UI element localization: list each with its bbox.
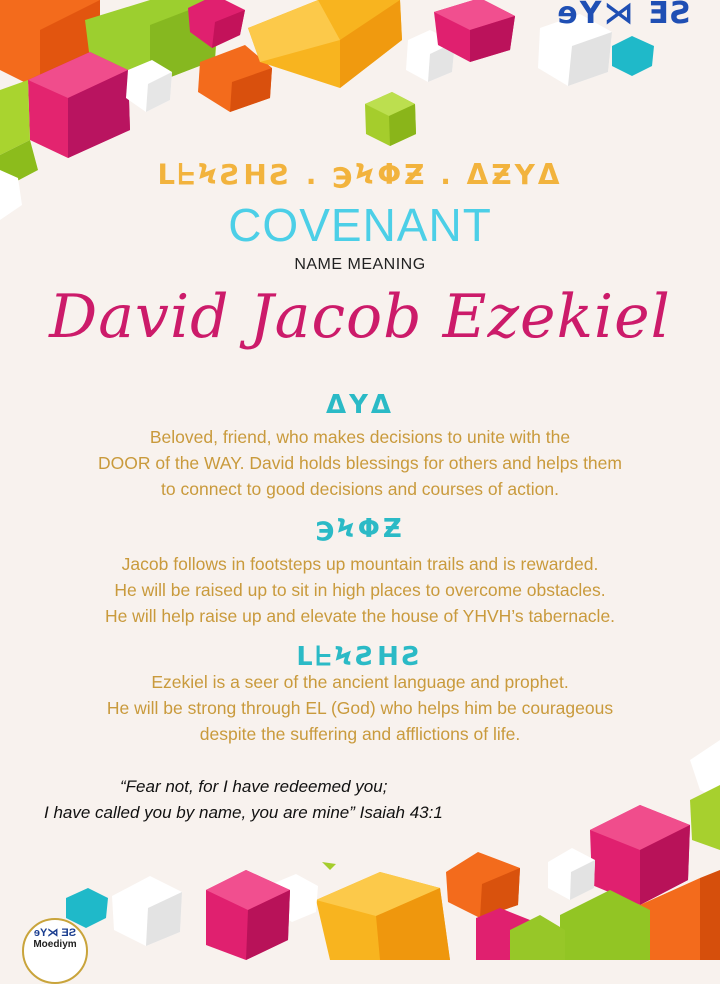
cube-right-lime-edge [690, 785, 720, 850]
logo-ancient-mark: ɘY⋊ ƎƧ [33, 927, 77, 939]
cube-bottom-left-white [112, 876, 182, 946]
section-david-line: Beloved, friend, who makes decisions to unite with the [149, 427, 571, 447]
cube-bottom-orange-small [446, 852, 520, 918]
section-ezekiel-ancient: ᒪᖶϞƧHƧ [296, 642, 424, 672]
cube-top-right-teal [612, 36, 654, 76]
section-ezekiel-text [0, 669, 720, 747]
cube-bottom-lime-sliver [322, 862, 336, 870]
section-jacob-line: He will help raise up and elevate the house of YHVH’s tabernacle. [104, 606, 616, 626]
cube-bottom-right-white [548, 848, 595, 900]
quote-line-1: “Fear not, for I have redeemed you; [120, 777, 388, 796]
section-david-text [0, 424, 720, 502]
section-david-line: DOOR of the WAY. David holds blessings for others and helps them [98, 453, 622, 473]
cube-center-lime-small [365, 92, 416, 146]
section-jacob-text [0, 551, 720, 629]
section-jacob-line: Jacob follows in footsteps up mountain trails and is rewarded. [121, 554, 599, 574]
section-david-line: to connect to good decisions and courses of action. [161, 479, 559, 499]
page-subtitle: NAME MEANING [294, 256, 426, 273]
moediym-logo [22, 918, 88, 984]
section-david-ancient: ΔYΔ [325, 390, 395, 420]
logo-name: Moediym [33, 939, 77, 950]
page-title: COVENANT [228, 199, 492, 251]
section-ezekiel-line: Ezekiel is a seer of the ancient language and prophet. [151, 672, 569, 692]
cube-bottom-center-yellow [316, 872, 450, 960]
section-jacob-ancient: ℈ϞΦƵ [315, 514, 405, 544]
quote-line-2: I have called you by name, you are mine” Isaiah 43:1 [44, 803, 443, 822]
section-ezekiel-line: despite the suffering and afflictions of life. [199, 724, 521, 744]
person-name: David Jacob Ezekiel [49, 282, 671, 352]
corner-ancient-mark: ɘY⋊ ƎƧ [557, 0, 694, 31]
section-ezekiel-line: He will be strong through EL (God) who helps him be courageous [106, 698, 614, 718]
section-jacob-line: He will be raised up to sit in high places to overcome obstacles. [114, 580, 606, 600]
header-ancient-script: ᒪᖶϞƧHƧ . ℈ϞΦƵ . ΔƵYΔ [157, 158, 563, 191]
